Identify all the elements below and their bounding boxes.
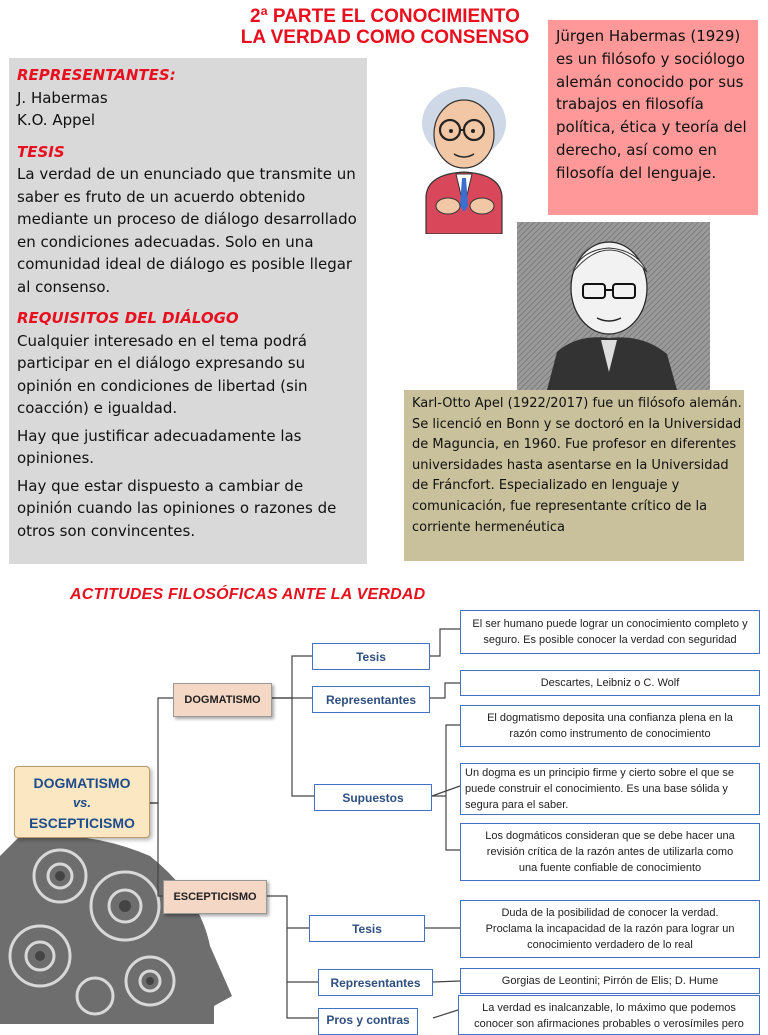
main-node-line-1: DOGMATISMO — [33, 775, 131, 791]
tesis-heading: TESIS — [17, 142, 65, 161]
escepticismo-tesis-label: Tesis — [309, 915, 425, 942]
escepticismo-pros-contras-text: La verdad es inalcanzable, lo máximo que podemos conocer son afirmaciones probables o verosímiles pero — [458, 995, 760, 1035]
section-title: ACTITUDES FILOSÓFICAS ANTE LA VERDAD — [70, 586, 426, 603]
apel-bio-box — [404, 390, 744, 561]
habermas-caricature — [408, 78, 520, 234]
representantes-heading: REPRESENTANTES: — [17, 66, 176, 84]
dogmatismo-supuesto-1: El dogmatismo deposita una confianza plena en la razón como instrumento de conocimiento — [460, 705, 760, 747]
main-node-line-3: ESCEPTICISMO — [29, 815, 135, 831]
dogmatismo-tesis-label: Tesis — [312, 643, 430, 670]
representante-habermas: J. Habermas — [17, 88, 108, 107]
tesis-text: La verdad de un enunciado que transmite un saber es fruto de un acuerdo obtenido mediante un proceso de diálogo desarrollado en condiciones adecuadas. Solo en una comunidad ideal de diálogo es posible llegar al consenso. — [17, 165, 357, 296]
apel-portrait — [517, 222, 710, 390]
requisito-2: Hay que justificar adecuadamente las opiniones. — [17, 426, 302, 467]
escepticismo-pros-contras-label: Pros y contras — [318, 1008, 418, 1035]
page-title — [200, 6, 570, 48]
habermas-bio-box — [548, 20, 758, 215]
title-line-2: LA VERDAD COMO CONSENSO — [240, 27, 530, 48]
requisito-1: Cualquier interesado en el tema podrá participar en el diálogo expresando su opinión en condiciones de libertad (sin coacción) e igualdad. — [17, 331, 308, 417]
requisito-3: Hay que estar dispuesto a cambiar de opinión cuando las opiniones o razones de otros son convincentes. — [17, 476, 337, 540]
representante-apel: K.O. Appel — [17, 111, 96, 129]
escepticismo-node: ESCEPTICISMO — [163, 880, 267, 914]
title-line-1: 2ª PARTE EL CONOCIMIENTO — [250, 6, 520, 27]
dogmatismo-representantes-label: Representantes — [312, 686, 430, 713]
escepticismo-tesis-text: Duda de la posibilidad de conocer la verdad. Proclama la incapacidad de la razón para lograr un conocimiento verdadero de lo real — [460, 900, 760, 958]
dogmatismo-vs-escepticismo-node — [14, 766, 150, 838]
apel-bio-text: Karl-Otto Apel (1922/2017) fue un filósofo alemán. Se licenció en Bonn y se doctoró en la Universidad de Maguncia, en 1960. Fue profesor en diferentes universidades hasta asentarse en la Universidad de Fráncfort. Especializado en lenguaje y comunicación, fue representante crítico de la corriente hermenéutica — [412, 396, 742, 535]
dogmatismo-node: DOGMATISMO — [173, 683, 272, 717]
requisitos-heading: REQUISITOS DEL DIÁLOGO — [17, 309, 239, 327]
dogmatismo-supuestos-label: Supuestos — [314, 784, 432, 811]
dogmatismo-supuesto-3: Los dogmáticos consideran que se debe hacer una revisión crítica de la razón antes de utilizarla como una fuente confiable de conocimiento — [460, 823, 760, 881]
escepticismo-representantes-text: Gorgias de Leontini; Pirrón de Elis; D. Hume — [460, 968, 760, 994]
consensus-panel — [9, 58, 367, 564]
dogmatismo-supuesto-2: Un dogma es un principio firme y cierto sobre el que se puede construir el conocimiento. Es una base sólida y segura para el saber. — [460, 763, 760, 815]
dogmatismo-tesis-text: El ser humano puede lograr un conocimiento completo y seguro. Es posible conocer la verdad con seguridad — [460, 610, 760, 654]
main-node-vs: vs. — [72, 795, 92, 810]
habermas-bio-text: Jürgen Habermas (1929) es un filósofo y sociólogo alemán conocido por sus trabajos en filosofía política, ética y teoría del derecho, así como en filosofía del lenguaje. — [556, 27, 747, 182]
dogmatismo-representantes-text: Descartes, Leibniz o C. Wolf — [460, 670, 760, 696]
escepticismo-representantes-label: Representantes — [318, 969, 433, 996]
